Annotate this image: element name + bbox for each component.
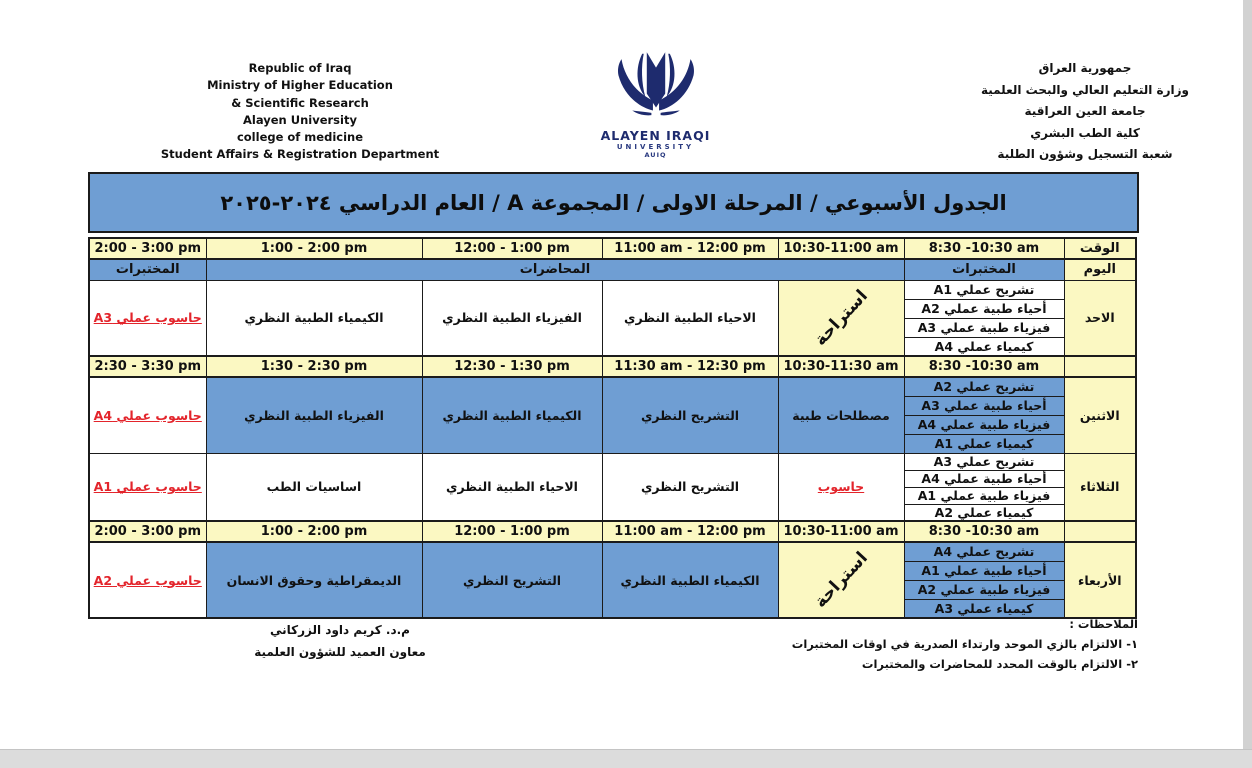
computer-lab-cell: حاسوب عملي A4 — [89, 377, 206, 453]
section-header-row — [89, 259, 1136, 280]
corner-day-label: اليوم — [1064, 259, 1136, 280]
break-cell — [778, 542, 904, 618]
time-cell: 11:30 am - 12:30 pm — [602, 356, 778, 377]
schedule-table — [88, 237, 1137, 619]
day-block-tuesday — [89, 453, 1136, 521]
time-cell: 2:00 - 3:00 pm — [89, 521, 206, 542]
lecture-cell: الاحياء الطبية النظري — [422, 453, 602, 521]
subject-cell: مصطلحات طبية — [778, 377, 904, 453]
notes — [788, 614, 1138, 674]
lecture-cell: الكيمياء الطبية النظري — [422, 377, 602, 453]
table-row — [89, 377, 1136, 396]
lecture-cell: الكيمياء الطبية النظري — [206, 280, 422, 356]
time-cell: 10:30-11:30 am — [778, 356, 904, 377]
lab-cell: تشريح عملي A3 — [904, 453, 1064, 470]
lecture-cell: اساسيات الطب — [206, 453, 422, 521]
time-cell: 10:30-11:00 am — [778, 238, 904, 259]
time-cell: 10:30-11:00 am — [778, 521, 904, 542]
time-cell: 2:00 - 3:00 pm — [89, 238, 206, 259]
time-row-wednesday — [89, 521, 1136, 542]
time-cell: 11:00 am - 12:00 pm — [602, 238, 778, 259]
signature — [175, 620, 505, 663]
signature-role: معاون العميد للشؤون العلمية — [254, 644, 426, 659]
lecture-cell: الفيزياء الطبية النظري — [422, 280, 602, 356]
photo-edge-bottom — [0, 749, 1252, 768]
time-cell: 12:30 - 1:30 pm — [422, 356, 602, 377]
time-cell: 2:30 - 3:30 pm — [89, 356, 206, 377]
time-row-monday — [89, 356, 1136, 377]
day-cell: الأربعاء — [1064, 542, 1136, 618]
lab-cell: فيزياء طبية عملي A1 — [904, 487, 1064, 504]
header-arabic-line: وزارة التعليم العالي والبحث العلمية — [980, 82, 1190, 97]
university-logo — [583, 46, 728, 159]
lab-cell: كيمياء عملي A4 — [904, 337, 1064, 356]
lab-cell: فيزياء طبية عملي A4 — [904, 415, 1064, 434]
time-cell: 1:00 - 2:00 pm — [206, 521, 422, 542]
time-cell: 12:00 - 1:00 pm — [422, 521, 602, 542]
computer-cell: حاسوب — [778, 453, 904, 521]
header-english-line: Student Affairs & Registration Department — [160, 147, 440, 162]
labs-section-label: المختبرات — [89, 259, 206, 280]
lab-cell: كيمياء عملي A2 — [904, 504, 1064, 521]
day-block-sunday — [89, 280, 1136, 356]
table-row — [89, 280, 1136, 299]
header-english-line: & Scientific Research — [231, 95, 369, 110]
logo-subtitle: UNIVERSITY — [616, 143, 695, 151]
lab-cell: فيزياء طبية عملي A3 — [904, 318, 1064, 337]
lab-cell: تشريح عملي A4 — [904, 542, 1064, 561]
lecture-cell: التشريح النظري — [602, 453, 778, 521]
table-row — [89, 542, 1136, 561]
note-line: ٢- الالتزام بالوقت المحدد للمحاضرات والمختبرات — [861, 657, 1138, 672]
lecture-cell: الفيزياء الطبية النظري — [206, 377, 422, 453]
header-arabic-line: كلية الطب البشري — [1030, 125, 1140, 140]
lecture-cell: التشريح النظري — [422, 542, 602, 618]
time-row-sunday — [89, 238, 1136, 259]
schedule-title-text: الجدول الأسبوعي / المرحلة الاولى / المجموعة A / العام الدراسي ٢٠٢٤-٢٠٢٥ — [220, 190, 1007, 215]
break-cell — [778, 280, 904, 356]
lab-cell: أحياء طبية عملي A1 — [904, 561, 1064, 580]
notes-title: الملاحظات : — [1069, 617, 1138, 631]
lectures-section-label: المحاضرات — [206, 259, 904, 280]
day-block-wednesday — [89, 542, 1136, 618]
lab-cell: تشريح عملي A1 — [904, 280, 1064, 299]
header-arabic-line: جامعة العين العراقية — [1024, 104, 1146, 119]
lab-cell: أحياء طبية عملي A4 — [904, 470, 1064, 487]
lab-cell: كيمياء عملي A3 — [904, 599, 1064, 618]
lab-cell: تشريح عملي A2 — [904, 377, 1064, 396]
lecture-cell: التشريح النظري — [602, 377, 778, 453]
corner-empty — [1064, 356, 1136, 377]
note-line: ١- الالتزام بالزي الموحد وارتداء الصدرية في اوقات المختبرات — [791, 637, 1138, 652]
header-english-line: college of medicine — [236, 130, 364, 144]
signature-name: م.د. كريم داود الزركاني — [270, 623, 410, 637]
table-row — [89, 453, 1136, 470]
time-cell: 8:30 -10:30 am — [904, 238, 1064, 259]
header-english — [100, 60, 500, 164]
lab-cell: كيمياء عملي A1 — [904, 434, 1064, 453]
computer-lab-cell: حاسوب عملي A1 — [89, 453, 206, 521]
header-arabic — [935, 58, 1235, 166]
computer-lab-cell: حاسوب عملي A2 — [89, 542, 206, 618]
lecture-cell: الكيمياء الطبية النظري — [602, 542, 778, 618]
tulip-logo-icon — [610, 46, 702, 126]
break-label: استراحة — [810, 548, 872, 612]
time-cell: 8:30 -10:30 am — [904, 521, 1064, 542]
day-block-monday — [89, 377, 1136, 453]
day-cell: الاحد — [1064, 280, 1136, 356]
header-arabic-line: جمهورية العراق — [1038, 61, 1132, 75]
corner-empty — [1064, 521, 1136, 542]
time-cell: 12:00 - 1:00 pm — [422, 238, 602, 259]
labs-section-label: المختبرات — [904, 259, 1064, 280]
day-cell: الثلاثاء — [1064, 453, 1136, 521]
computer-lab-cell: حاسوب عملي A3 — [89, 280, 206, 356]
time-cell: 1:00 - 2:00 pm — [206, 238, 422, 259]
header-english-line: Alayen University — [243, 112, 357, 127]
lab-cell: أحياء طبية عملي A2 — [904, 299, 1064, 318]
logo-acronym: AUIQ — [644, 151, 667, 159]
break-label: استراحة — [810, 285, 872, 350]
day-cell: الاثنين — [1064, 377, 1136, 453]
corner-time-label: الوقت — [1064, 238, 1136, 259]
time-cell: 8:30 -10:30 am — [904, 356, 1064, 377]
schedule-title — [88, 172, 1139, 233]
header-arabic-line: شعبة التسجيل وشؤون الطلبة — [997, 147, 1173, 162]
photo-edge-right — [1243, 0, 1252, 768]
header-english-line: Ministry of Higher Education — [207, 78, 393, 93]
time-cell: 1:30 - 2:30 pm — [206, 356, 422, 377]
lab-cell: فيزياء طبية عملي A2 — [904, 580, 1064, 599]
time-cell: 11:00 am - 12:00 pm — [602, 521, 778, 542]
lecture-cell: الديمقراطية وحقوق الانسان — [206, 542, 422, 618]
header-english-line: Republic of Iraq — [248, 61, 352, 75]
logo-name: ALAYEN IRAQI — [600, 128, 711, 143]
lab-cell: أحياء طبية عملي A3 — [904, 396, 1064, 415]
lecture-cell: الاحياء الطبية النظري — [602, 280, 778, 356]
